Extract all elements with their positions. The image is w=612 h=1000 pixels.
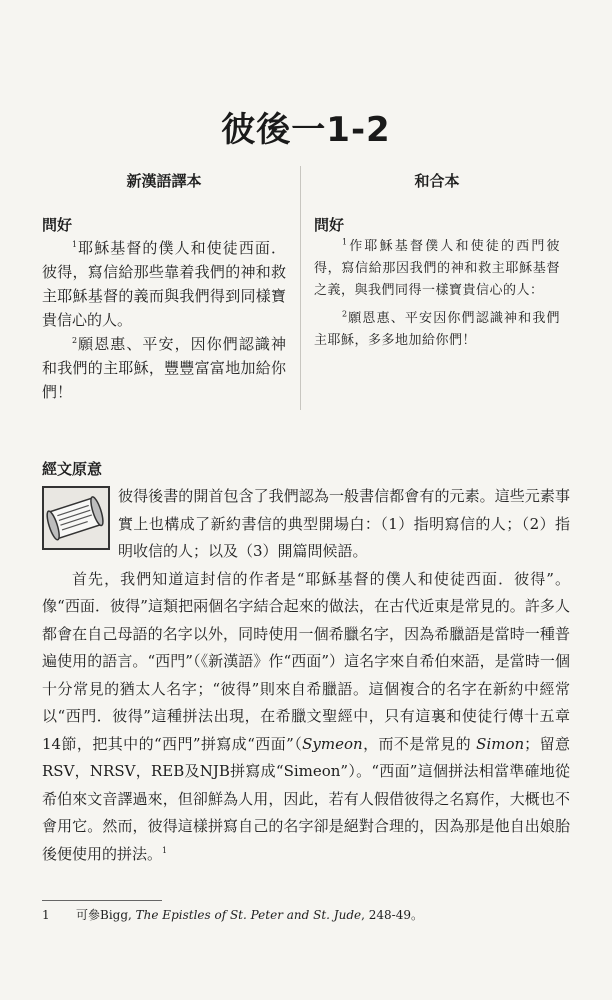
right-column-header: 和合本	[414, 172, 460, 190]
verse-number: 2	[342, 309, 348, 319]
right-column	[314, 166, 560, 352]
verse-text: 願恩惠、平安，因你們認識神和我們的主耶穌，豐豐富富地加給你們！	[42, 335, 286, 401]
footnote-divider	[42, 900, 162, 901]
right-verse-1	[314, 236, 560, 302]
commentary-paragraph-1: 彼得後書的開首包含了我們認為一般書信都會有的元素。這些元素事實上也構成了新約書信的典型開場白：（1）指明寫信的人；（2）指明收信的人；以及（3）開篇問候語。	[118, 487, 570, 560]
verse-number: 2	[72, 336, 78, 345]
verse-number: 1	[342, 237, 348, 247]
right-verse-2	[314, 308, 560, 352]
left-verse-1	[42, 236, 286, 332]
footnote-number: 1	[42, 908, 50, 922]
footnote: 1 可參Bigg, The Epistles of St. Peter and St. Jude, 248-49。	[42, 908, 423, 922]
right-column-subheading: 問好	[314, 216, 345, 234]
left-verse-2	[42, 332, 286, 404]
verse-text: 耶穌基督的僕人和使徒西面．彼得，寫信給那些靠着我們的神和救主耶穌基督的義而與我們得到同樣寶貴信心的人。	[42, 239, 286, 329]
verse-text: 作耶穌基督僕人和使徒的西門彼得，寫信給那因我們的神和救主耶穌基督之義，與我們同得一樣寶貴信心的人：	[314, 239, 560, 298]
verse-text: 願恩惠、平安因你們認識神和我們主耶穌，多多地加給你們！	[314, 311, 560, 348]
footnote-reference[interactable]: 1	[162, 845, 168, 855]
left-column-subheading: 問好	[42, 216, 73, 234]
commentary-body	[42, 483, 570, 868]
left-column	[42, 166, 286, 404]
section-heading: 經文原意	[42, 460, 103, 478]
footnote-title: The Epistles of St. Peter and St. Jude	[135, 908, 362, 922]
commentary-paragraph-2: 首先，我們知道這封信的作者是“耶穌基督的僕人和使徒西面．彼得”。像“西面．彼得”這類把兩個名字結合起來的做法，在古代近東是常見的。許多人都會在自己母語的名字以外，同時使用一個希臘名字，因為希臘語是當時一種普遍使用的語言。“西門”（《新漢語》作“西面”）這名字來自希伯來語，是當時一個十分常見的猶太人名字；“彼得”則來自希臘語。這個複合的名字在新約中經常以“西門．彼得”這種拼法出現，在希臘文聖經中，只有這裏和使徒行傳十五章14節，把其中的“西門”拼寫成“西面”（Symeon，而不是常見的 Simon；留意RSV，NRSV，REB及NJB拼寫成“Simeon”）。“西面”這個拼法相當準確地從希伯來文音譯過來，但卻鮮為人用，因此，若有人假借彼得之名寫作，大概也不會用它。然而，彼得這樣拼寫自己的名字卻是絕對合理的，因為那是他自出娘胎後便使用的拼法。$^1$	[42, 569, 570, 863]
left-column-header: 新漢語譯本	[126, 172, 202, 190]
page-title: 彼後一1-2	[221, 110, 391, 150]
symeon-term: Symeon	[302, 734, 363, 753]
simon-term: Simon	[476, 734, 525, 753]
parallel-translations	[42, 166, 564, 410]
verse-number: 1	[72, 240, 78, 249]
column-divider	[300, 166, 301, 410]
